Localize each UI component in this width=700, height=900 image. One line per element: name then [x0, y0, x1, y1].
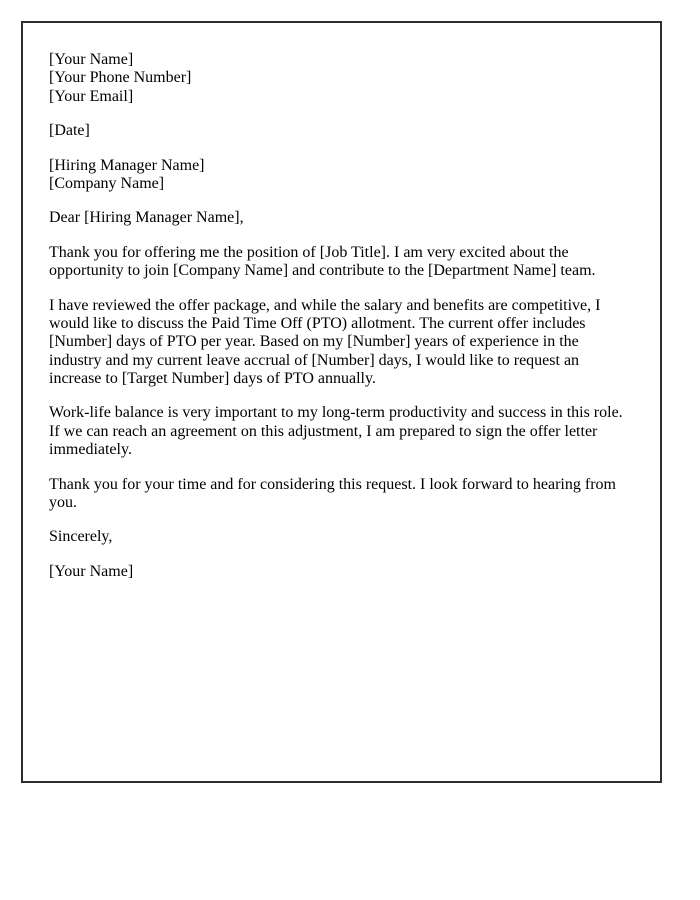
- body-paragraph-offer-thanks: Thank you for offering me the position of [Job Title]. I am very excited about the opportunity to join [Company Name] and contribute to the [Department Name] team.: [49, 243, 596, 280]
- sender-block: [49, 51, 630, 106]
- sender-name: [Your Name]: [49, 51, 134, 68]
- closing: Sincerely,: [49, 528, 113, 546]
- sender-email: [Your Email]: [49, 87, 134, 105]
- body-paragraph-pto-request: I have reviewed the offer package, and while the salary and benefits are competitive, I would like to discuss the Paid Time Off (PTO) allotment. The current offer includes [Number] days of PTO per year. Based on my [Number] years of experience in the industry and my current leave accrual of [Number] days, I would like to request an increase to [Target Number] days of PTO annually.: [49, 296, 601, 388]
- letter-page: [21, 21, 662, 783]
- letter-body: [49, 51, 630, 581]
- signature: [Your Name]: [49, 562, 134, 580]
- recipient-block: [49, 157, 630, 194]
- date-line: [Date]: [49, 122, 90, 140]
- body-paragraph-work-life-balance: Work-life balance is very important to my long-term productivity and success in this role. If we can reach an agreement on this adjustment, I am prepared to sign the offer letter immediately.: [49, 404, 623, 459]
- sender-phone: [Your Phone Number]: [49, 69, 192, 87]
- body-paragraph-closing-thanks: Thank you for your time and for considering this request. I look forward to hearing from you.: [49, 475, 616, 512]
- recipient-name: [Hiring Manager Name]: [49, 156, 205, 174]
- recipient-company: [Company Name]: [49, 174, 165, 192]
- salutation: Dear [Hiring Manager Name],: [49, 209, 244, 227]
